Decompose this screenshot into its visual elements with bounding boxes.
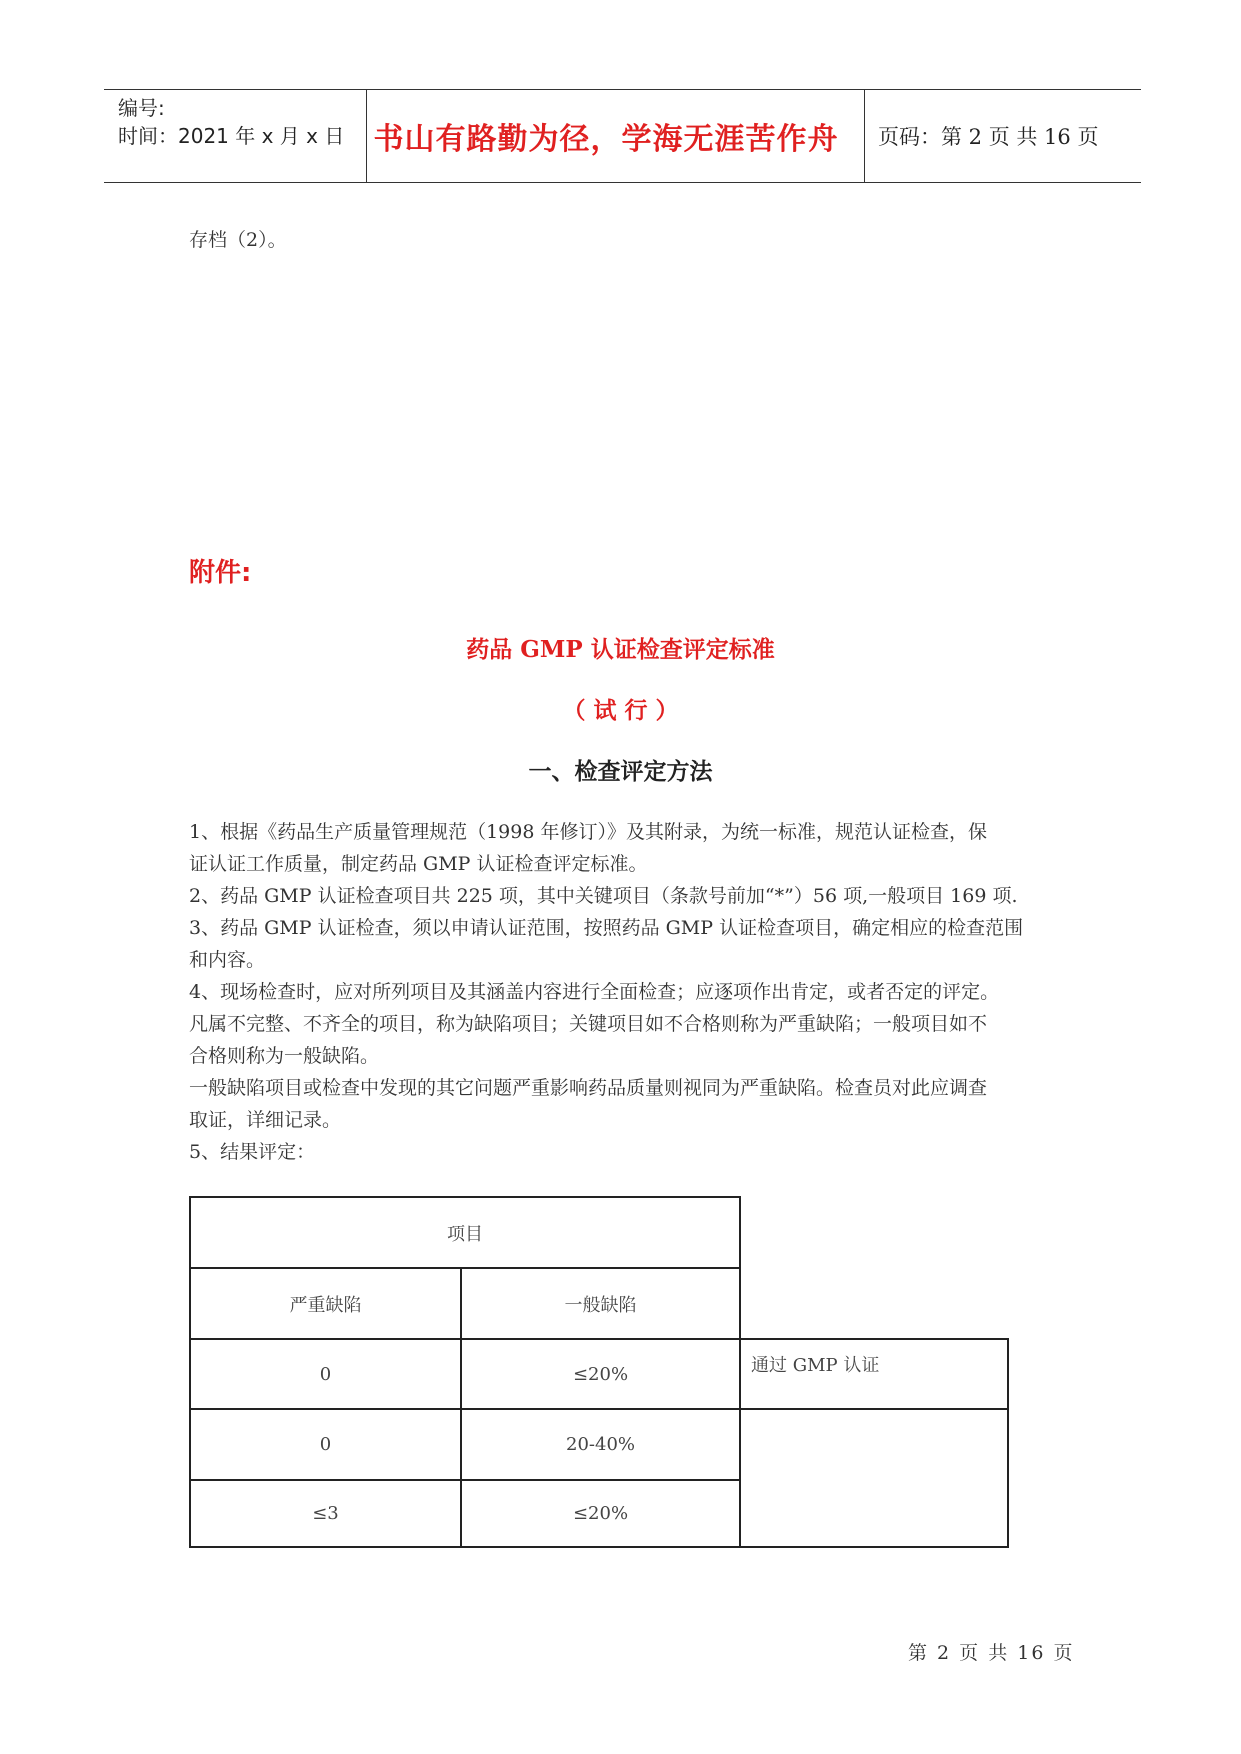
paragraph-line: 2、药品 GMP 认证检查项目共 225 项，其中关键项目（条款号前加“*”）56 项,一般项目 169 项. — [189, 885, 1018, 907]
paragraph-line: 证认证工作质量，制定药品 GMP 认证检查评定标准。 — [189, 853, 648, 875]
page-header — [104, 89, 1141, 183]
table-header-serious: 严重缺陷 — [289, 1294, 362, 1316]
table-cell-general: ≤20% — [572, 1503, 629, 1524]
page-footer: 第 2 页 共 16 页 — [908, 1642, 1075, 1664]
paragraph-line: 5、结果评定： — [189, 1141, 316, 1163]
table-cell-general: 20-40% — [566, 1434, 635, 1455]
table-cell-serious: ≤3 — [312, 1503, 339, 1524]
paragraph-line: 和内容。 — [189, 949, 266, 971]
header-page-info: 页码：第 2 页 共 16 页 — [878, 125, 1099, 149]
paragraph-line: 一般缺陷项目或检查中发现的其它问题严重影响药品质量则视同为严重缺陷。检查员对此应调查 — [189, 1077, 988, 1099]
header-number-label: 编号: — [118, 96, 165, 120]
paragraph-line: 3、药品 GMP 认证检查，须以申请认证范围，按照药品 GMP 认证检查项目，确定相应的检查范围 — [189, 917, 1024, 939]
table-cell-result: 通过 GMP 认证 — [751, 1355, 880, 1376]
paragraph-line: 4、现场检查时，应对所列项目及其涵盖内容进行全面检查；应逐项作出肯定，或者否定的评定。 — [189, 981, 1000, 1003]
table-cell-serious: 0 — [319, 1434, 332, 1455]
table-header-main: 项目 — [447, 1223, 483, 1245]
paragraph-line: 1、根据《药品生产质量管理规范（1998 年修订）》及其附录，为统一标准，规范认证检查，保 — [189, 821, 987, 843]
body-paragraphs — [189, 816, 1069, 1168]
header-time-label: 时间：2021 年 x 月 x 日 — [118, 124, 345, 148]
attachment-label: 附件: — [189, 558, 252, 588]
doc-subtitle: （ 试 行 ） — [562, 697, 679, 724]
paragraph-line: 取证，详细记录。 — [189, 1109, 342, 1131]
header-motto: 书山有路勤为径，学海无涯苦作舟 — [373, 122, 839, 157]
paragraph-line: 合格则称为一般缺陷。 — [189, 1045, 380, 1067]
table-cell-serious: 0 — [319, 1363, 332, 1385]
table-cell-general: ≤20% — [572, 1363, 629, 1385]
paragraph-line: 凡属不完整、不齐全的项目，称为缺陷项目；关键项目如不合格则称为严重缺陷；一般项目如不 — [189, 1013, 988, 1035]
table-border — [1007, 1338, 1009, 1547]
archive-line: 存档（2）。 — [189, 229, 287, 251]
header-meta — [118, 94, 344, 150]
doc-title: 药品 GMP 认证检查评定标准 — [466, 636, 775, 663]
section-heading: 一、检查评定方法 — [528, 758, 713, 785]
table-border — [189, 1546, 1009, 1548]
table-header-general: 一般缺陷 — [564, 1294, 637, 1316]
